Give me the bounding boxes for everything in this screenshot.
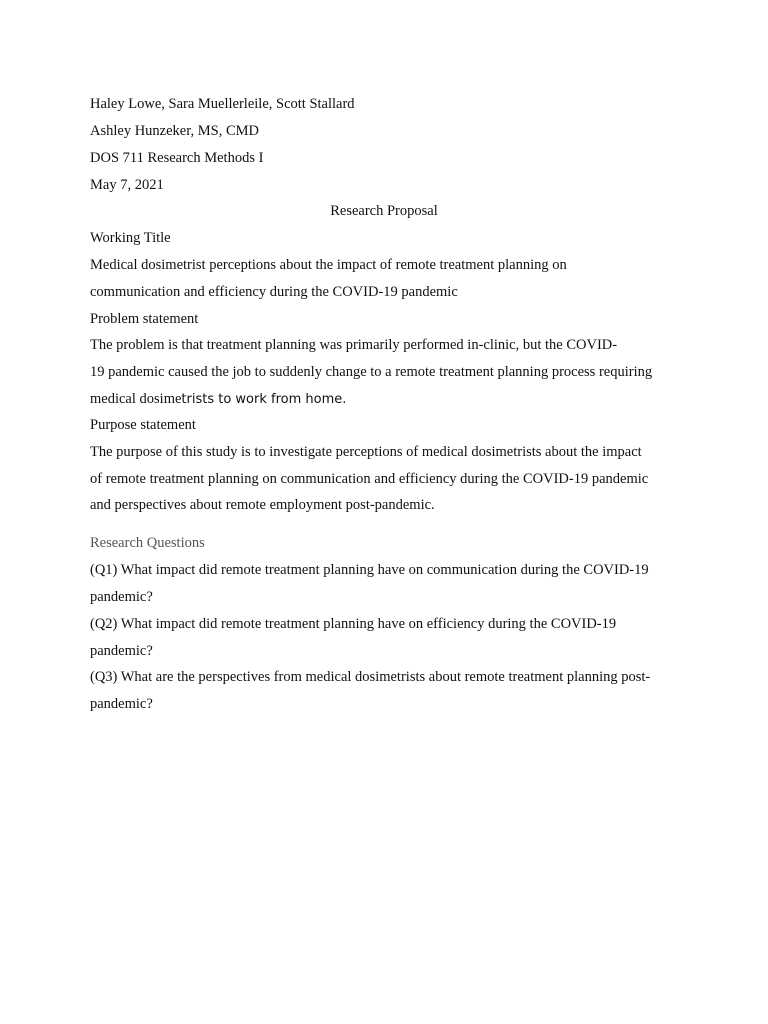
research-question-line: pandemic? [90,643,153,659]
problem-statement-line-start: medical dosime [90,391,182,407]
research-question-line: (Q1) What impact did remote treatment planning have on communication during the COVID-19 [90,562,649,578]
instructor-line: Ashley Hunzeker, MS, CMD [90,123,259,139]
purpose-statement-line: The purpose of this study is to investigate perceptions of medical dosimetrists about the impact [90,444,642,460]
research-questions-heading: Research Questions [90,535,205,551]
purpose-statement-line: of remote treatment planning on communication and efficiency during the COVID-19 pandemic [90,471,649,487]
date-line: May 7, 2021 [90,177,164,193]
course-line: DOS 711 Research Methods I [90,150,264,166]
research-question-line: pandemic? [90,589,153,605]
problem-statement-line: The problem is that treatment planning was primarily performed in-clinic, but the COVID- [90,337,618,353]
working-title-heading: Working Title [90,230,171,246]
purpose-statement-line: and perspectives about remote employment post-pandemic. [90,497,435,513]
authors-line: Haley Lowe, Sara Muellerleile, Scott Stallard [90,96,355,112]
problem-statement-line [90,390,346,409]
problem-statement-line: 19 pandemic caused the job to suddenly change to a remote treatment planning process requiring [90,364,653,380]
working-title-line: communication and efficiency during the COVID-19 pandemic [90,284,458,300]
research-question-line: (Q3) What are the perspectives from medical dosimetrists about remote treatment planning post- [90,669,651,685]
problem-statement-line-end: trists to work from home. [181,392,347,407]
research-question-line: pandemic? [90,696,153,712]
research-question-line: (Q2) What impact did remote treatment planning have on efficiency during the COVID-19 [90,616,617,632]
purpose-statement-heading: Purpose statement [90,417,196,433]
working-title-line: Medical dosimetrist perceptions about the impact of remote treatment planning on [90,257,567,273]
problem-statement-heading: Problem statement [90,311,199,327]
document-title: Research Proposal [330,203,438,219]
